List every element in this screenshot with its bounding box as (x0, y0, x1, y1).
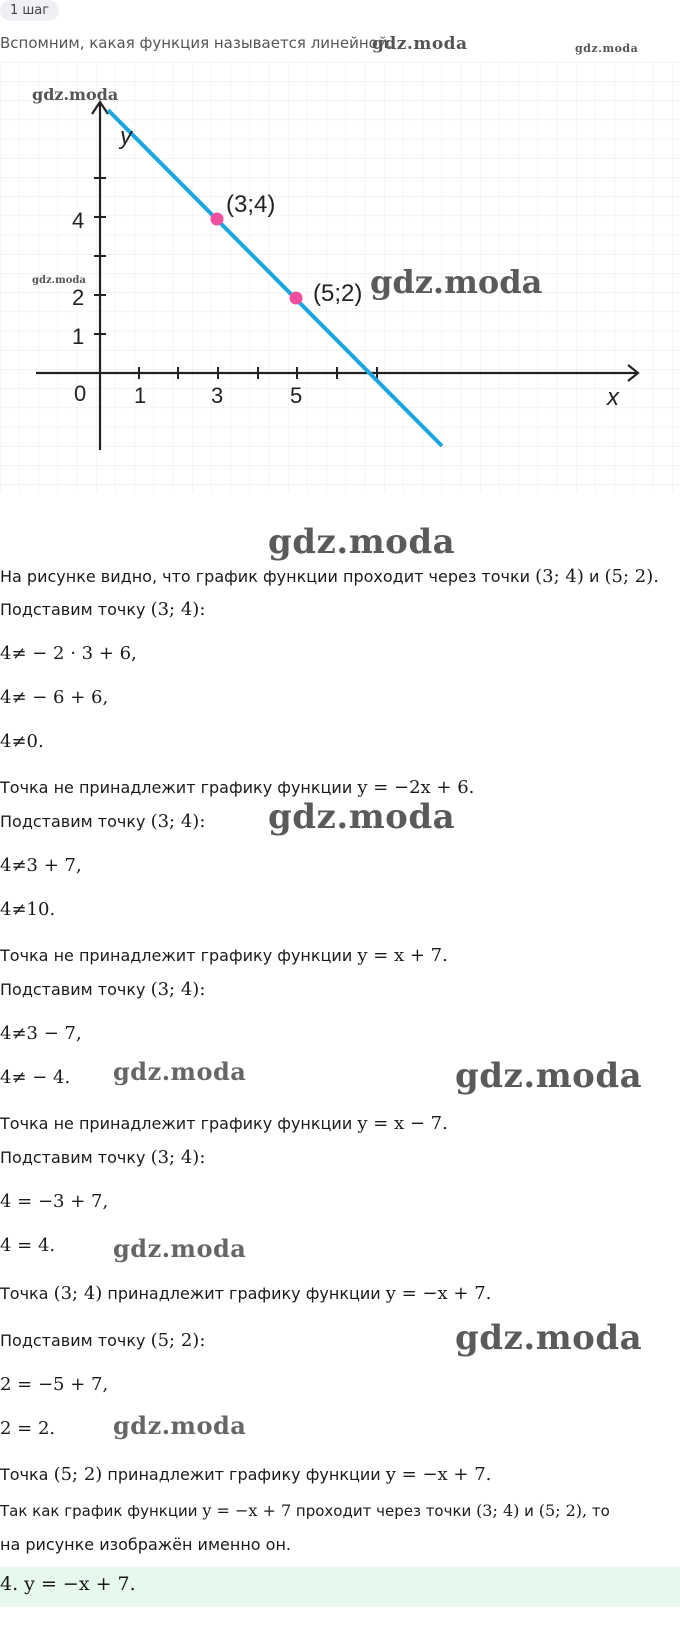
case2-eq-2: 4≠10. (0, 899, 56, 920)
case2-eq-1: 4≠3 + 7, (0, 855, 82, 876)
point-label-3-4: (3;4) (226, 191, 276, 218)
case1-eq-3: 4≠0. (0, 731, 44, 752)
subst-point: (5; 2): (150, 1330, 206, 1351)
observation-line (0, 566, 659, 587)
final-point-2: (5; 2), (538, 1501, 588, 1520)
case2-conclusion (0, 945, 448, 966)
case4-eq-2: 4 = 4. (0, 1235, 56, 1256)
conclusion-point: (5; 2) (53, 1464, 103, 1485)
function-formula: y = x − 7. (357, 1113, 448, 1134)
subst-label: Подставим точку (0, 1331, 146, 1350)
conclusion-text: Точка не принадлежит графику функции (0, 946, 353, 965)
grid-background (0, 62, 680, 492)
function-formula: y = −2x + 6. (357, 777, 475, 798)
watermark-text: gdz.moda (113, 1234, 247, 1263)
watermark-text: gdz.moda (372, 34, 468, 54)
final-text: и (524, 1502, 534, 1520)
subst-label: Подставим точку (0, 812, 146, 831)
conclusion-text: Точка не принадлежит графику функции (0, 778, 353, 797)
subst-line-1 (0, 599, 205, 620)
watermark-text: gdz.moda (575, 42, 639, 55)
observation-and: и (588, 567, 600, 586)
x-tick-label-1: 1 (134, 383, 147, 408)
function-formula: y = −x + 7 (202, 1501, 292, 1520)
watermark-text: gdz.moda (268, 522, 456, 562)
y-tick-label-2: 2 (72, 285, 85, 310)
conclusion-text: принадлежит графику функции (107, 1465, 381, 1484)
point-3-4 (211, 213, 224, 226)
subst-point: (3; 4): (150, 979, 206, 1000)
watermark-text: gdz.moda (455, 1056, 643, 1096)
point-label-5-2: (5;2) (313, 280, 363, 307)
observation-point-2: (5; 2). (604, 566, 659, 587)
observation-point-1: (3; 4) (535, 566, 584, 587)
intro-text: Вспомним, какая функция называется линейной. (0, 34, 393, 52)
x-tick-label-5: 5 (290, 383, 303, 408)
function-formula: y = x + 7. (357, 945, 448, 966)
subst-point: (3; 4): (150, 1147, 206, 1168)
answer-text: 4. y = −x + 7. (0, 1573, 136, 1595)
watermark-text: gdz.moda (113, 1411, 247, 1440)
observation-prefix: На рисунке видно, что график функции проходит через точки (0, 567, 531, 586)
origin-label: 0 (74, 381, 87, 406)
watermark-text: gdz.moda (32, 85, 119, 104)
subst-point: (3; 4): (150, 599, 206, 620)
subst-line-2 (0, 811, 205, 832)
function-graph (0, 62, 680, 520)
case5-eq-2: 2 = 2. (0, 1418, 56, 1439)
conclusion-text: Точка (0, 1465, 49, 1484)
case5-eq-1: 2 = −5 + 7, (0, 1374, 109, 1395)
case4-eq-1: 4 = −3 + 7, (0, 1191, 109, 1212)
case4-conclusion (0, 1283, 491, 1304)
function-formula: y = −x + 7. (385, 1283, 492, 1304)
conclusion-text: Точка не принадлежит графику функции (0, 1114, 353, 1133)
subst-point: (3; 4): (150, 811, 206, 832)
case1-eq-2: 4≠ − 6 + 6, (0, 687, 109, 708)
subst-label: Подставим точку (0, 600, 146, 619)
final-statement (0, 1501, 610, 1520)
step-badge: 1 шаг (0, 0, 59, 21)
function-formula: y = −x + 7. (385, 1464, 492, 1485)
answer-box (0, 1567, 680, 1607)
subst-line-3 (0, 979, 205, 1000)
final-text: проходит через точки (295, 1502, 472, 1520)
subst-label: Подставим точку (0, 1148, 146, 1167)
case3-eq-2: 4≠ − 4. (0, 1067, 71, 1088)
conclusion-point: (3; 4) (53, 1283, 103, 1304)
conclusion-text: принадлежит графику функции (107, 1284, 381, 1303)
final-text: Так как график функции (0, 1502, 198, 1520)
watermark-text: gdz.moda (370, 263, 543, 301)
y-tick-label-4: 4 (72, 208, 85, 233)
case3-eq-1: 4≠3 − 7, (0, 1023, 82, 1044)
subst-label: Подставим точку (0, 980, 146, 999)
x-tick-label-3: 3 (211, 383, 224, 408)
case1-eq-1: 4≠ − 2 · 3 + 6, (0, 643, 137, 664)
subst-line-4 (0, 1147, 205, 1168)
point-5-2 (290, 292, 303, 305)
final-text: то (591, 1502, 610, 1520)
watermark-text: gdz.moda (32, 275, 86, 286)
conclusion-text: Точка (0, 1284, 49, 1303)
y-tick-label-1: 1 (72, 324, 85, 349)
case5-conclusion (0, 1464, 491, 1485)
final-point-1: (3; 4) (476, 1501, 520, 1520)
watermark-text: gdz.moda (455, 1318, 643, 1358)
x-axis-label: x (607, 384, 619, 411)
y-axis-label: y (120, 123, 132, 150)
case3-conclusion (0, 1113, 448, 1134)
final-statement-line-2: на рисунке изображён именно он. (0, 1535, 291, 1554)
subst-line-5 (0, 1330, 205, 1351)
watermark-text: gdz.moda (268, 797, 456, 837)
watermark-text: gdz.moda (113, 1057, 247, 1086)
case1-conclusion (0, 777, 474, 798)
